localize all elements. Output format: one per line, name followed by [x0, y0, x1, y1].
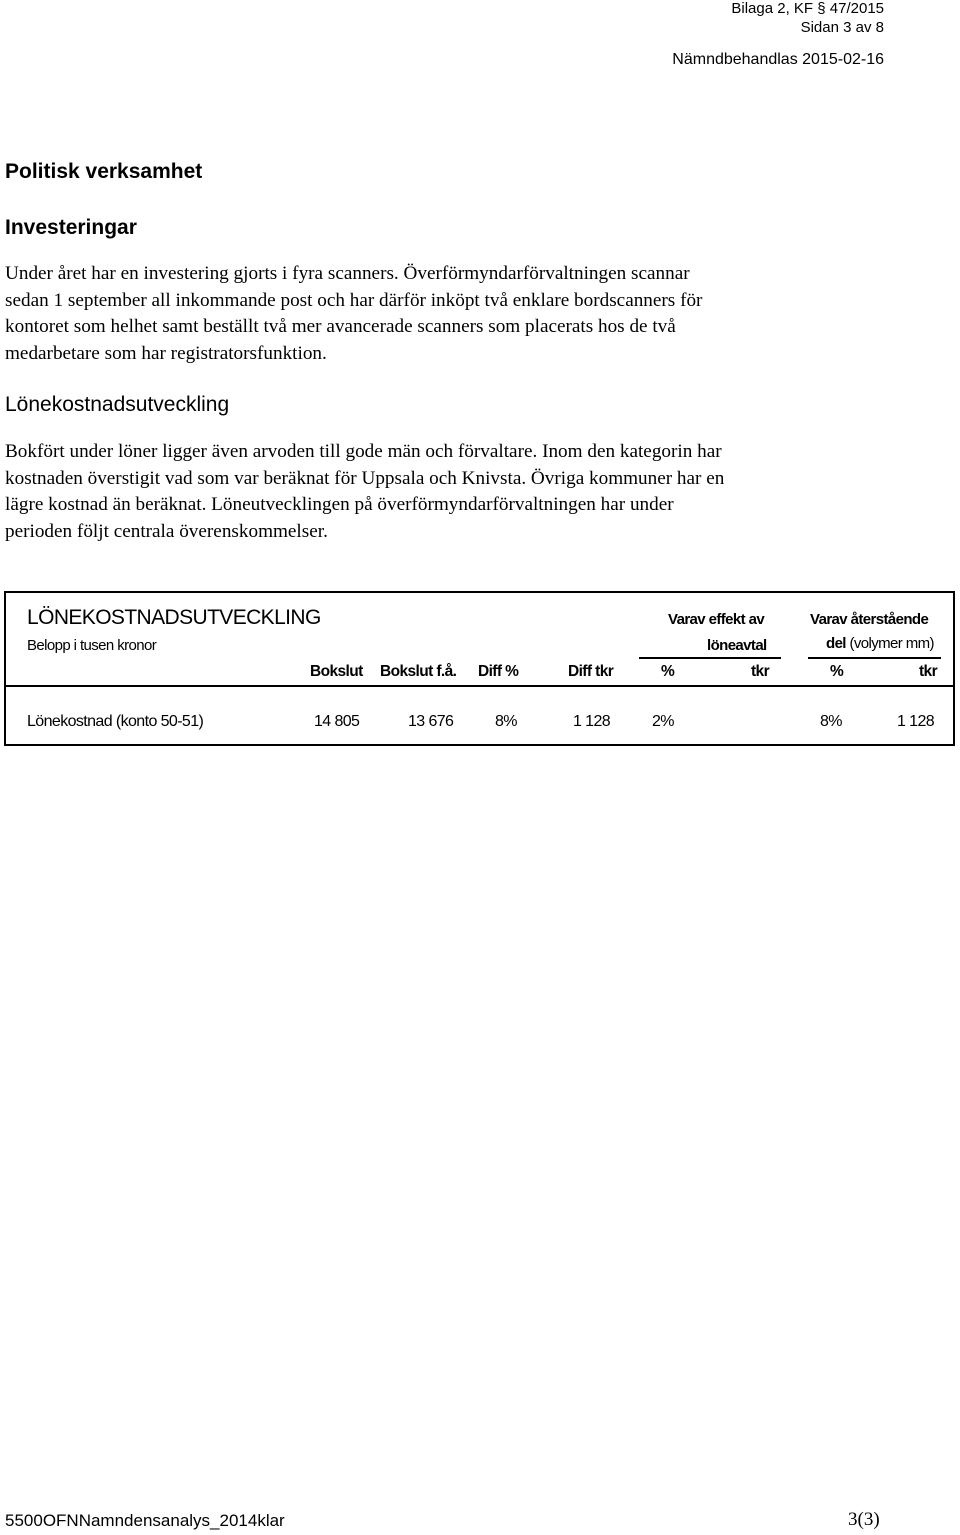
footer-filename: 5500OFNNamndensanalys_2014klar	[5, 1511, 285, 1530]
section-title-politisk: Politisk verksamhet	[5, 160, 203, 183]
lonekostnad-paragraph: Bokfört under löner ligger även arvoden till gode män och förvaltare. Inom den kategorin har kostnaden överstigit vad som var beräknat för Uppsala och Knivsta. Övriga kommuner har en lägre kostnad än beräknat. Löneutvecklingen på överförmyndarförvaltningen har under perioden följt centrala överenskommelser.	[5, 441, 725, 542]
header-page-number: Sidan 3 av 8	[800, 19, 884, 36]
header-rule	[6, 685, 953, 687]
group-header-aterstaende-line2: del (volymer mm)	[826, 635, 934, 652]
col-header-diff-pct: Diff %	[478, 663, 519, 680]
cell-bokslut-fa: 13 676	[408, 713, 454, 730]
table-subtitle: Belopp i tusen kronor	[27, 637, 157, 654]
section-title-investeringar: Investeringar	[5, 216, 137, 239]
group-header-loneavtal-line1: Varav effekt av	[668, 611, 765, 628]
col-header-bokslut-fa: Bokslut f.å.	[380, 663, 457, 680]
table-title: LÖNEKOSTNADSUTVECKLING	[27, 606, 321, 629]
investeringar-paragraph: Under året har en investering gjorts i fyra scanners. Överförmyndarförvaltningen scannar sedan 1 september all inkommande post och har därför inköpt två enklare bordscanners för kontoret som helhet samt beställt två mer avancerade scanners som placerats hos de två medarbetare som har registratorsfunktion.	[5, 263, 703, 364]
group-header-aterstaende-line1: Varav återstående	[810, 611, 929, 628]
footer-page: 3(3)	[848, 1509, 880, 1530]
col-header-bokslut: Bokslut	[310, 663, 363, 680]
cell-bokslut: 14 805	[314, 713, 360, 730]
group-header-loneavtal-line2: löneavtal	[707, 637, 767, 654]
col-header-aterstaende-tkr: tkr	[919, 663, 938, 680]
section-title-lonekostnad: Lönekostnadsutveckling	[5, 393, 230, 416]
col-header-diff-tkr: Diff tkr	[568, 663, 614, 680]
cell-loneavtal-pct: 2%	[652, 713, 674, 730]
col-header-aterstaende-pct: %	[830, 663, 844, 680]
col-header-loneavtal-tkr: tkr	[751, 663, 770, 680]
cell-aterstaende-tkr: 1 128	[897, 713, 935, 730]
header-bilaga: Bilaga 2, KF § 47/2015	[731, 0, 884, 17]
col-header-loneavtal-pct: %	[661, 663, 675, 680]
group1-underline	[639, 657, 781, 659]
cell-diff-tkr: 1 128	[573, 713, 611, 730]
cell-aterstaende-pct: 8%	[820, 713, 842, 730]
group2-underline	[808, 657, 941, 659]
table-row-label: Lönekostnad (konto 50-51)	[27, 713, 204, 730]
cell-diff-pct: 8%	[495, 713, 517, 730]
header-date: Nämndbehandlas 2015-02-16	[672, 51, 884, 68]
salary-cost-table	[4, 591, 955, 746]
